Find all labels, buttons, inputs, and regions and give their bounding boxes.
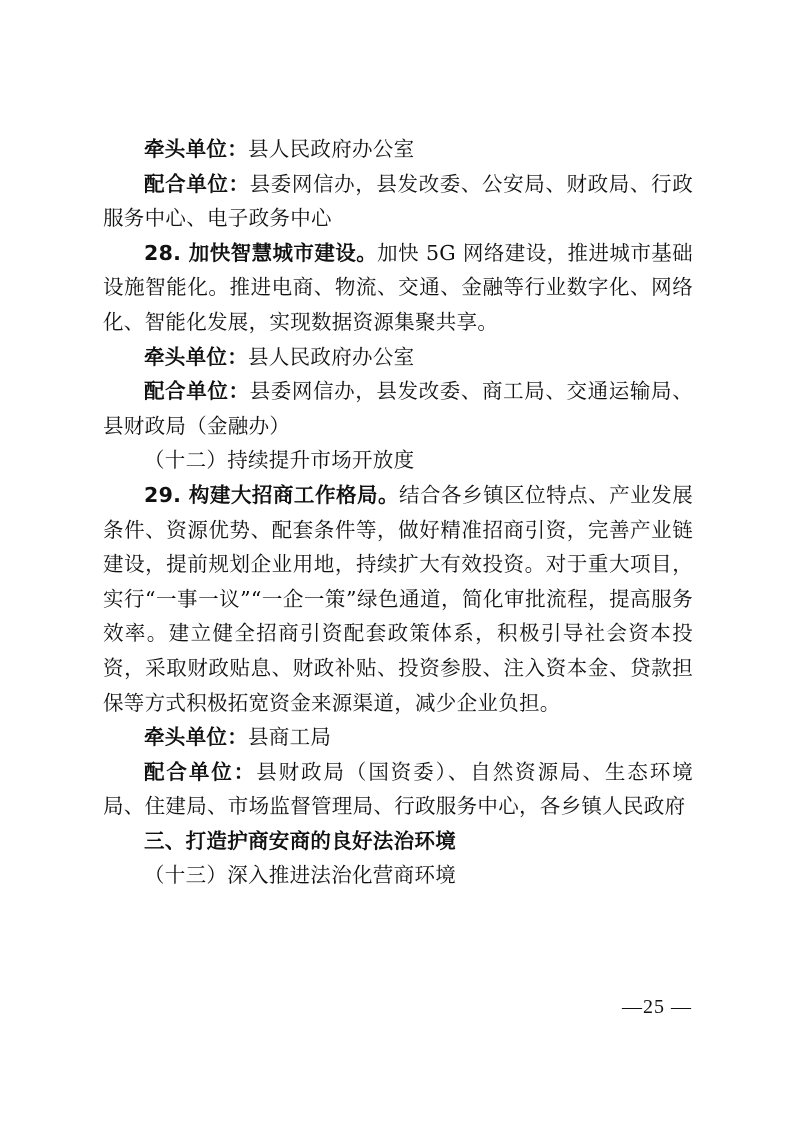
content: 县委网信办，县发改委、公安局、财政局、行政服务中心、电子政务中心 [103,171,693,231]
label: 牵头单位： [144,137,248,161]
content: 县委网信办，县发改委、商工局、交通运输局、县财政局（金融办） [103,379,693,438]
item-heading: 28. 加快智慧城市建设。 [144,240,378,265]
body-text [103,132,693,893]
cooperating-unit-paragraph [103,755,693,824]
cooperating-unit-paragraph [103,374,693,443]
content: （十二）持续提升市场开放度 [144,448,415,473]
page-number: —25 — [622,996,692,1018]
label: 配合单位： [144,171,250,196]
subsection-heading [103,443,693,478]
lead-unit-paragraph [103,340,693,375]
item-28-paragraph [103,236,693,340]
lead-unit-paragraph [103,720,693,755]
subsection-heading: （十三）深入推进法治化营商环境 [144,863,456,888]
cooperating-unit-paragraph [103,167,693,236]
content: 县商工局 [248,725,332,750]
item-29-paragraph [103,478,693,720]
item-heading: 29. 构建大招商工作格局。 [144,482,400,507]
content: 县人民政府办公室 [248,137,415,161]
content: 县财政局（国资委）、自然资源局、生态环境局、住建局、市场监督管理局、行政服务中心，各乡镇人民政府 [103,759,694,819]
lead-unit-paragraph [103,132,693,167]
label: 配合单位： [144,759,257,784]
section-heading: 三、打造护商安商的良好法治环境 [144,828,456,853]
content: 结合各乡镇区位特点、产业发展条件、资源优势、配套条件等，做好精准招商引资，完善产业链建设，提前规划企业用地，持续扩大有效投资。对于重大项目，实行“一事一议”“一企一策”绿色通道，简化审批流程，提高服务效率。建立健全招商引资配套政策体系，积极引导社会资本投资，采取财政贴息、财政补贴、投资参股、注入资本金、贷款担保等方式积极拓宽资金来源渠道，减少企业负担。 [103,482,693,715]
content: 加快 5G 网络建设，推进城市基础设施智能化。推进电商、物流、交通、金融等行业数字化、网络化、智能化发展，实现数据资源集聚共享。 [103,240,693,334]
label: 牵头单位： [144,344,248,369]
label: 配合单位： [144,379,250,404]
content: 县人民政府办公室 [248,344,415,369]
label: 牵头单位： [144,725,248,750]
